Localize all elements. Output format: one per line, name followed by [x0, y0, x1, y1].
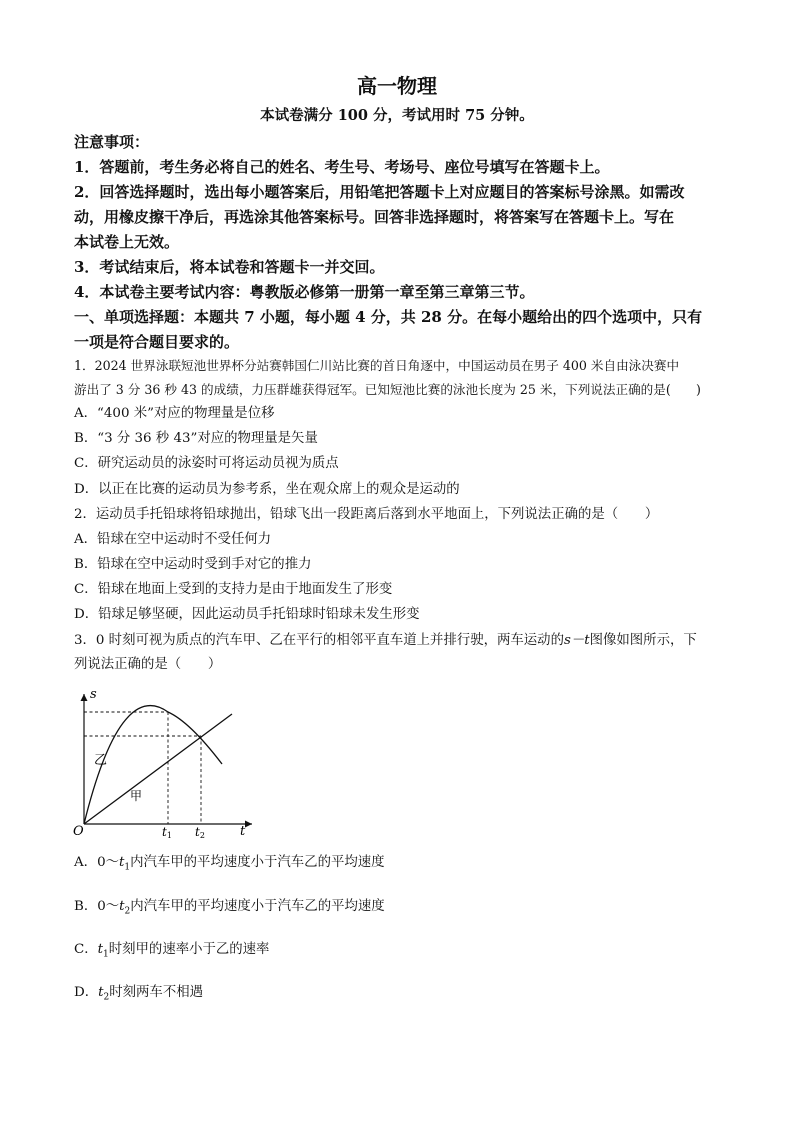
exam-info: 本试卷满分 100 分，考试用时 75 分钟。: [260, 107, 534, 124]
st-graph-figure: [72, 684, 262, 840]
section-heading: 一、单项选择题：本题共 7 小题，每小题 4 分，共 28 分。在每小题给出的四个选项中，只有: [74, 308, 703, 326]
page-title: 高一物理: [357, 74, 437, 98]
axis-label-s: s: [90, 687, 97, 702]
notice-item-2-end: 本试卷上无效。: [74, 233, 180, 251]
q1-option-a: A．“400 米”对应的物理量是位移: [74, 406, 275, 421]
label-jia: 甲: [130, 789, 143, 803]
notice-item-3: 3．考试结束后，将本试卷和答题卡一并交回。: [74, 258, 385, 276]
q3-option-c: C．$t_1$时刻甲的速率小于乙的速率: [74, 942, 270, 960]
notice-item-4: 4．本试卷主要考试内容：粤教版必修第一册第一章至第三章第三节。: [74, 283, 535, 301]
q3-stem-line-2: 列说法正确的是（ ）: [74, 657, 222, 672]
q3-stem-math: s－t: [563, 633, 590, 648]
q3-stem-text: 3．0 时刻可视为质点的汽车甲、乙在平行的相邻平直车道上并排行驶，两车运动的: [74, 633, 564, 648]
q2-option-c: C．铅球在地面上受到的支持力是由于地面发生了形变: [74, 582, 393, 597]
q2-option-d: D．铅球足够坚硬，因此运动员手托铅球时铅球未发生形变: [74, 607, 420, 622]
q3-option-d: D．$t_2$时刻两车不相遇: [74, 985, 203, 1003]
q1-option-b: B．“3 分 36 秒 43”对应的物理量是矢量: [74, 431, 318, 446]
origin-label: O: [73, 824, 84, 839]
line-jia: [84, 714, 232, 824]
q1-option-d: D．以正在比赛的运动员为参考系，坐在观众席上的观众是运动的: [74, 482, 460, 497]
q1-stem-line-2: 游出了 3 分 36 秒 43 的成绩，力压群雄获得冠军。已知短池比赛的泳池长度为 25 米，下列说法正确的是( ): [74, 382, 701, 397]
notice-item-2: 2．回答选择题时，选出每小题答案后，用铅笔把答题卡上对应题目的答案标号涂黑。如需改: [74, 183, 685, 201]
q2-option-a: A．铅球在空中运动时不受任何力: [74, 532, 272, 547]
q3-stem-text-end: 图像如图所示，下: [589, 633, 697, 648]
notice-item-1: 1．答题前，考生务必将自己的姓名、考生号、考场号、座位号填写在答题卡上。: [74, 158, 610, 176]
q1-stem-line-1: 1．2024 世界泳联短池世界杯分站赛韩国仁川站比赛的首日角逐中，中国运动员在男子 400 米自由泳决赛中: [74, 358, 680, 373]
q3-option-b: B．$0\sim t_2$内汽车甲的平均速度小于汽车乙的平均速度: [74, 899, 385, 917]
tick-label-t2: t2: [195, 825, 205, 840]
notice-item-2-cont: 动，用橡皮擦干净后，再选涂其他答案标号。回答非选择题时，将答案写在答题卡上。写在: [74, 208, 675, 226]
st-graph: [72, 684, 262, 840]
section-heading-cont: 一项是符合题目要求的。: [74, 333, 240, 351]
q2-stem: 2．运动员手托铅球将铅球抛出，铅球飞出一段距离后落到水平地面上，下列说法正确的是（ ）: [74, 507, 659, 522]
q3-stem-line-1: [74, 631, 726, 651]
label-yi: 乙: [94, 753, 108, 768]
q3-option-a: A．$0\sim t_1$内汽车甲的平均速度小于汽车乙的平均速度: [74, 855, 385, 873]
tick-label-t1: t1: [162, 825, 172, 840]
axis-label-t: t: [240, 824, 246, 839]
q1-option-c: C．研究运动员的泳姿时可将运动员视为质点: [74, 456, 339, 471]
notice-heading: 注意事项：: [74, 133, 150, 151]
q2-option-b: B．铅球在空中运动时受到手对它的推力: [74, 557, 312, 572]
